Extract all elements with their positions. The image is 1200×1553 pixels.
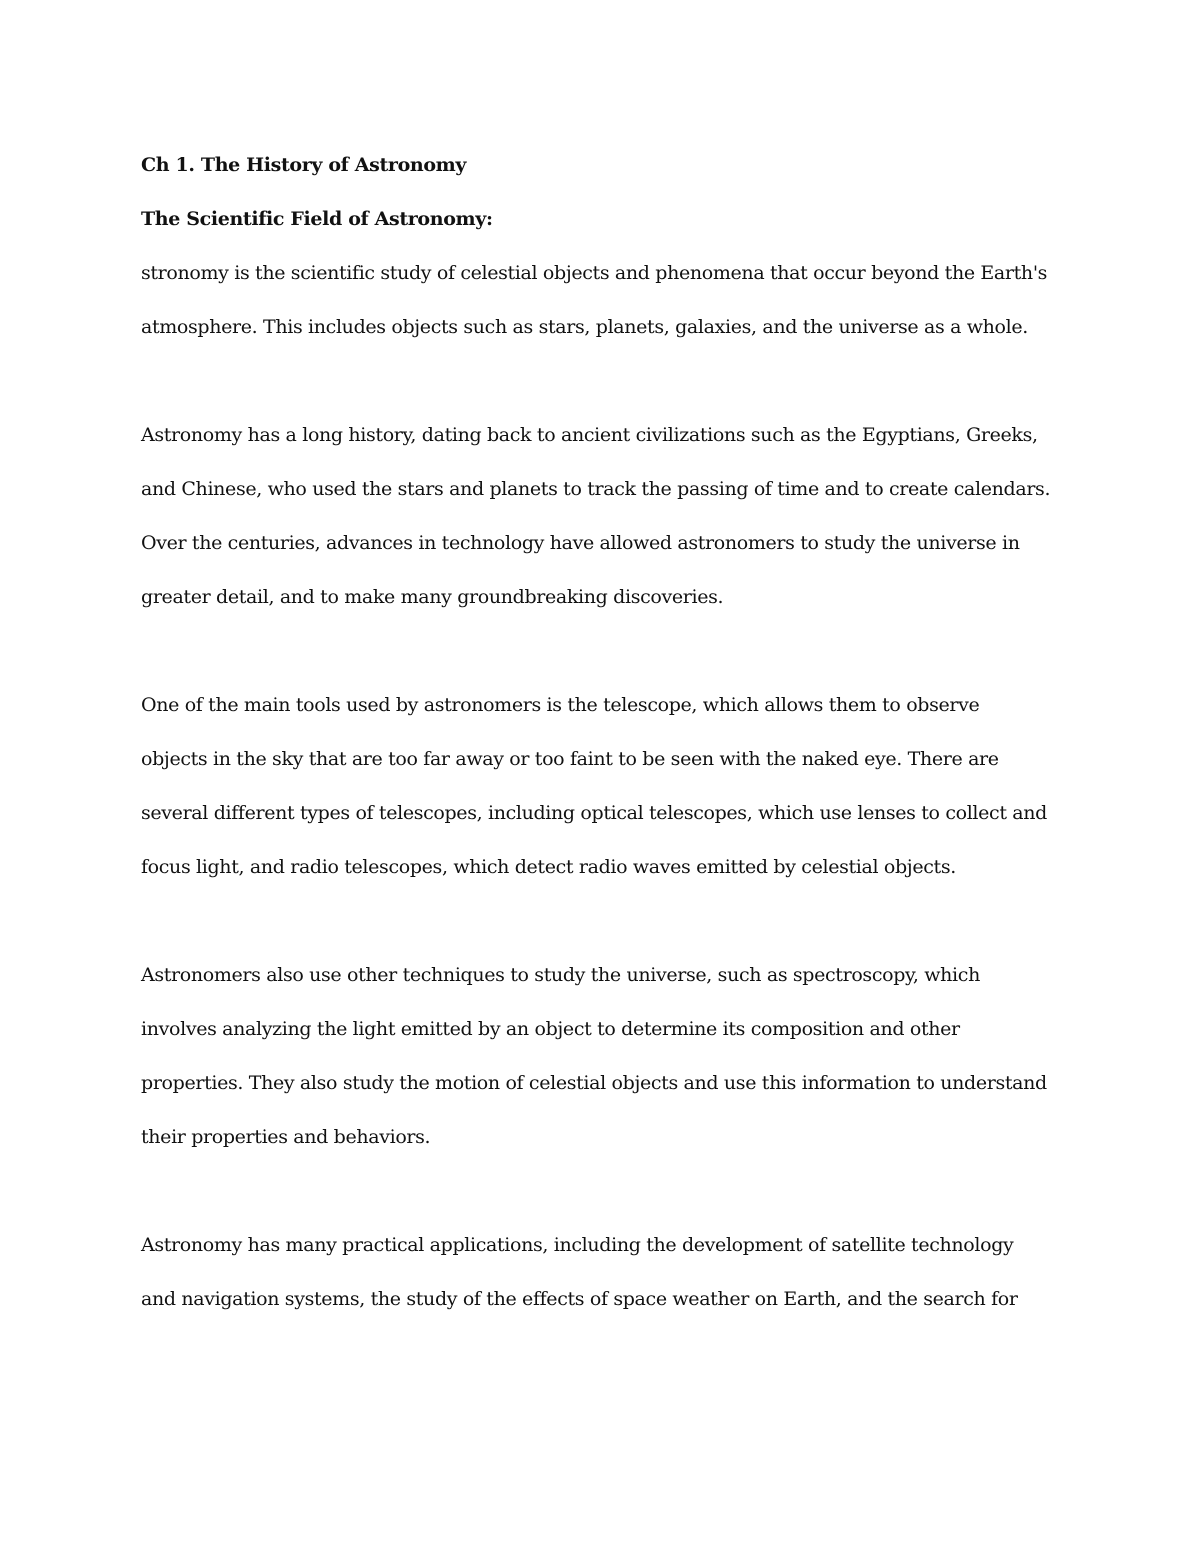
paragraph-gap — [141, 354, 1071, 408]
paragraph-line: focus light, and radio telescopes, which detect radio waves emitted by celestial objects. — [141, 856, 956, 878]
document-body — [141, 138, 1071, 1326]
paragraph-line: Astronomers also use other techniques to study the universe, such as spectroscopy, which — [141, 964, 980, 986]
paragraph-line: Astronomy has a long history, dating back to ancient civilizations such as the Egyptians, Greeks, — [141, 424, 1038, 446]
section-title: The Scientific Field of Astronomy: — [141, 208, 493, 230]
paragraph-line: and navigation systems, the study of the effects of space weather on Earth, and the search for — [141, 1288, 1018, 1310]
paragraph-line: stronomy is the scientific study of celestial objects and phenomena that occur beyond the Earth's — [141, 262, 1048, 284]
paragraph-1 — [141, 246, 1071, 354]
paragraph-line: and Chinese, who used the stars and planets to track the passing of time and to create calendars. — [141, 478, 1051, 500]
paragraph-line: involves analyzing the light emitted by an object to determine its composition and other — [141, 1018, 960, 1040]
paragraph-line: Astronomy has many practical applications, including the development of satellite technology — [141, 1234, 1014, 1256]
paragraph-line: Over the centuries, advances in technology have allowed astronomers to study the universe in — [141, 532, 1020, 554]
paragraph-4 — [141, 948, 1071, 1164]
paragraph-line: One of the main tools used by astronomers is the telescope, which allows them to observe — [141, 694, 980, 716]
paragraph-line: several different types of telescopes, including optical telescopes, which use lenses to collect and — [141, 802, 1047, 824]
paragraph-2 — [141, 408, 1071, 624]
paragraph-gap — [141, 624, 1071, 678]
paragraph-gap — [141, 894, 1071, 948]
chapter-title: Ch 1. The History of Astronomy — [141, 154, 467, 176]
paragraph-line: atmosphere. This includes objects such as stars, planets, galaxies, and the universe as a whole. — [141, 316, 1028, 338]
paragraph-line: their properties and behaviors. — [141, 1126, 431, 1148]
paragraph-line: objects in the sky that are too far away or too faint to be seen with the naked eye. There are — [141, 748, 999, 770]
paragraph-line: properties. They also study the motion of celestial objects and use this information to understand — [141, 1072, 1047, 1094]
paragraph-line: greater detail, and to make many groundbreaking discoveries. — [141, 586, 724, 608]
paragraph-5 — [141, 1218, 1071, 1326]
paragraph-gap — [141, 1164, 1071, 1218]
paragraph-3 — [141, 678, 1071, 894]
